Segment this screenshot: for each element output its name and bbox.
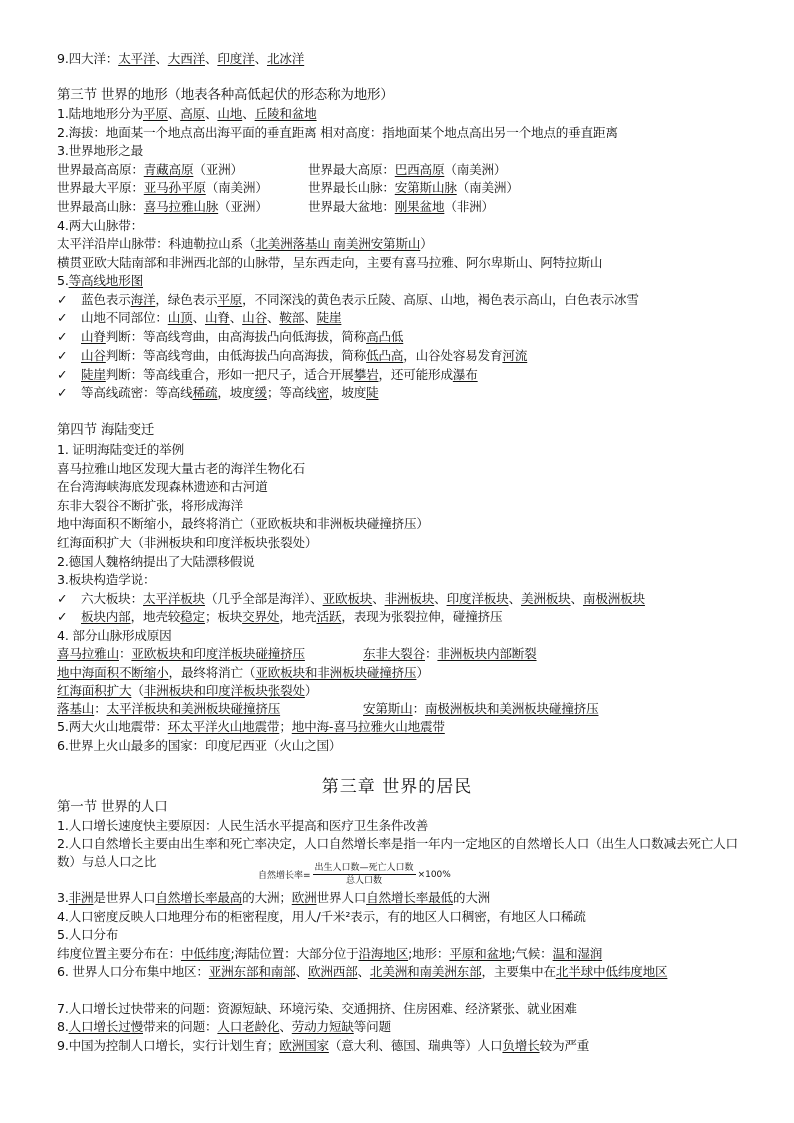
- keyword: 北半球中低纬度地区: [555, 964, 668, 979]
- text: 较为严重: [539, 1038, 590, 1053]
- text: ：: [118, 646, 132, 661]
- keyword: 平原: [142, 106, 168, 121]
- text: 等高线疏密：等高线: [81, 385, 193, 400]
- check-icon: ✓: [57, 292, 68, 307]
- text: 5.: [57, 273, 69, 288]
- text: ，绿色表示: [155, 292, 218, 307]
- keyword: 自然增长率最低: [366, 890, 453, 905]
- cause-line: [57, 682, 754, 700]
- keyword: 大西洋: [167, 51, 205, 66]
- evidence-line: 东非大裂谷不断扩张，将形成海洋: [57, 498, 243, 513]
- dense-regions: [57, 963, 754, 981]
- keyword: 非洲板块和印度洋板块张裂处: [143, 683, 305, 698]
- text: 的大洲；: [242, 890, 292, 905]
- keyword: 沿海地区: [358, 946, 409, 961]
- text: （南美洲）: [456, 180, 519, 195]
- keyword: 太平洋板块: [142, 591, 205, 606]
- check-icon: ✓: [57, 385, 68, 400]
- text: ，山谷处容易发育: [403, 348, 503, 363]
- text: 、: [508, 591, 521, 606]
- section-title-population: 第一节 世界的人口: [57, 799, 168, 815]
- text: 、: [229, 310, 243, 325]
- check-icon: ✓: [57, 609, 68, 624]
- keyword: 亚马孙平原: [143, 180, 206, 195]
- volcano-country: 6.世界上火山最多的国家：印度尼西亚（火山之国）: [57, 738, 342, 753]
- text: 世界最大平原：: [57, 180, 144, 195]
- text: 是世界人口: [93, 890, 156, 905]
- keyword: 落基山: [57, 701, 95, 716]
- text: 蓝色表示: [81, 292, 131, 307]
- text: 8.: [57, 1019, 69, 1034]
- text: ；: [279, 719, 292, 734]
- keyword: 青藏高原: [143, 162, 194, 177]
- text: 、: [304, 310, 317, 325]
- evidence-line: 喜马拉雅山地区发现大量古老的海洋生物化石: [57, 461, 305, 476]
- keyword: 非洲板块: [384, 591, 435, 606]
- keyword: 喜马拉雅山脉: [143, 199, 219, 214]
- formula-rhs: ×100%: [417, 869, 451, 880]
- keyword: 安第斯山: [363, 701, 413, 716]
- keyword: 高原: [180, 106, 205, 121]
- keyword: 攀岩: [353, 367, 379, 382]
- keyword: 山脊: [204, 310, 230, 325]
- text: ，最终将消亡（: [168, 665, 256, 680]
- text: （非洲）: [444, 199, 494, 214]
- keyword: 陡崖: [316, 310, 342, 325]
- keyword: 活跃: [316, 609, 342, 624]
- keyword: 欧洲: [291, 890, 317, 905]
- keyword: 中低纬度: [180, 946, 231, 961]
- text: 判断：等高线重合，形如一把尺子，适合开展: [105, 367, 354, 382]
- formula-lhs: 自然增长率=: [258, 871, 311, 881]
- text: 、: [357, 964, 370, 979]
- growth-rate-continents: [57, 889, 754, 907]
- keyword: 北冰洋: [266, 51, 305, 66]
- keyword: 密: [316, 385, 329, 400]
- keyword: 稳定: [180, 609, 205, 624]
- keyword: 印度洋: [217, 51, 255, 66]
- text: 、: [279, 1019, 292, 1034]
- text: 3.: [57, 890, 69, 905]
- text: （几乎全部是海洋）、: [204, 591, 323, 606]
- text: ，不同深浅的黄色表示丘陵、高原、山地，褐色表示高山，白色表示冰雪: [242, 292, 639, 307]
- keyword: 非洲: [68, 890, 94, 905]
- keyword: 太平洋: [118, 51, 156, 66]
- text: 、: [266, 310, 280, 325]
- text: 、: [570, 591, 583, 606]
- text: 、: [295, 964, 308, 979]
- text: 世界最长山脉：: [308, 180, 395, 195]
- contour-item: [57, 366, 754, 384]
- section-title-sea-land: 第四节 海陆变迁: [57, 422, 155, 438]
- text: 的大洲: [452, 890, 491, 905]
- keyword: 等高线地形图: [68, 273, 143, 288]
- text: ：: [424, 646, 438, 661]
- text: ，地壳: [279, 609, 317, 624]
- text: 1.陆地地形分为: [57, 106, 143, 121]
- record-row: [57, 161, 754, 179]
- text: 、: [167, 106, 181, 121]
- landform-records-title: 3.世界地形之最: [57, 143, 143, 158]
- text: 山地不同部位：: [81, 310, 168, 325]
- keyword: 温和湿润: [552, 946, 603, 961]
- keyword: 环太平洋火山地震带: [167, 719, 280, 734]
- growth-rate-formula: [258, 862, 451, 887]
- text: （南美洲）: [444, 162, 507, 177]
- keyword: 稀疏: [192, 385, 218, 400]
- formula-numerator: 出生人口数—死亡人口数: [314, 863, 414, 873]
- check-icon: ✓: [57, 329, 68, 344]
- text: 、: [254, 51, 267, 66]
- text: 世界最大高原：: [308, 162, 395, 177]
- text: 、: [204, 106, 218, 121]
- text: 、: [155, 51, 168, 66]
- text: ，坡度: [328, 385, 367, 400]
- plate-theory-title: 3.板块构造学说：: [57, 572, 156, 587]
- text: （亚洲）: [193, 162, 243, 177]
- population-density: 4.人口密度反映人口地理分布的柜密程度，用人/千米²表示，有的地区人口稠密，有地区人口稀疏: [57, 909, 586, 924]
- population-line: 1.人口增长速度快主要原因：人民生活水平提高和医疗卫生条件改善: [57, 818, 429, 833]
- text: ，还可能形成: [378, 367, 453, 382]
- six-plates: [57, 590, 754, 608]
- keyword: 红海面积扩大: [57, 683, 132, 698]
- text: ，表现为张裂拉伸，碰撞挤压: [341, 609, 503, 624]
- keyword: 地中海-喜马拉雅火山地震带: [291, 719, 445, 734]
- keyword: 平原: [217, 292, 243, 307]
- keyword: 交界处: [242, 609, 280, 624]
- text: 世界最高高原：: [57, 162, 144, 177]
- keyword: 鞍部: [279, 310, 305, 325]
- keyword: 刚果盆地: [394, 199, 445, 214]
- text: 、: [242, 106, 255, 121]
- text: （意大利、德国、瑞典等）人口: [328, 1038, 503, 1053]
- keyword: 亚洲东部和南部: [208, 964, 296, 979]
- population-policy: [57, 1037, 754, 1055]
- check-icon: ✓: [57, 348, 68, 363]
- text: 等问题: [353, 1019, 391, 1034]
- text: 纬度位置主要分布在：: [57, 946, 181, 961]
- slow-growth-problems: [57, 1018, 754, 1036]
- mountain-causes-title: 4. 部分山脉形成原因: [57, 628, 172, 643]
- text: 5.两大火山地震带：: [57, 719, 168, 734]
- contour-item: [57, 384, 754, 402]
- plate-boundary: [57, 608, 754, 626]
- text: 、: [204, 51, 218, 66]
- text: 世界人口: [316, 890, 367, 905]
- cause-line: [57, 664, 754, 682]
- evidence-line: 地中海面积不断缩小，最终将消亡（亚欧板块和非洲板块碰撞挤压）: [57, 516, 429, 531]
- evidence-title: 1. 证明海陆变迁的举例: [57, 442, 184, 457]
- eurasian-belt: 横贯亚欧大陆南部和非洲西北部的山脉带，呈东西走向，主要有喜马拉雅、阿尔卑斯山、阿特拉斯山: [57, 255, 603, 270]
- keyword: 板块内部: [81, 609, 131, 624]
- keyword: 地中海面积不断缩小: [57, 665, 169, 680]
- keyword: 亚欧板块和非洲板块碰撞挤压: [255, 665, 417, 680]
- text: （亚洲）: [218, 199, 268, 214]
- text: ）: [420, 236, 433, 251]
- population-distribution-title: 5.人口分布: [57, 927, 119, 942]
- keyword: 自然增长率最高: [155, 890, 243, 905]
- volcano-belts: [57, 718, 754, 736]
- text: 6. 世界人口分布集中地区：: [57, 964, 209, 979]
- text: 世界最高山脉：: [57, 199, 144, 214]
- check-icon: ✓: [57, 310, 68, 325]
- text: 带来的问题：: [143, 1019, 218, 1034]
- keyword: 山地: [217, 106, 243, 121]
- keyword: 欧洲国家: [279, 1038, 329, 1053]
- keyword: 海洋: [130, 292, 156, 307]
- text: 太平洋沿岸山脉带：科迪勒拉山系（: [57, 236, 256, 251]
- formula-denominator: 总人口数: [346, 876, 383, 886]
- check-icon: ✓: [57, 591, 68, 606]
- keyword: 低凸高: [366, 348, 404, 363]
- keyword: 欧洲西部: [307, 964, 358, 979]
- population-line: 2.人口自然增长主要由出生率和死亡率决定，人口自然增长率是指一年内一定地区的自然增长人口（出生人口数减去死亡人口数）与总人口之比: [57, 836, 738, 869]
- text: ）: [304, 683, 318, 698]
- text: 、: [372, 591, 385, 606]
- text: 世界最大盆地：: [308, 199, 395, 214]
- keyword: 亚欧板块: [322, 591, 373, 606]
- formula-fraction: [313, 862, 416, 887]
- text: 、: [192, 310, 205, 325]
- text: ，地壳较: [130, 609, 181, 624]
- keyword: 河流: [502, 348, 528, 363]
- keyword: 高凸低: [366, 329, 404, 344]
- text: 六大板块：: [81, 591, 143, 606]
- text: ;海陆位置：大部分位于: [230, 946, 359, 961]
- text: ：: [412, 701, 425, 716]
- altitude-definition: 2.海拔：地面某一个地点高出海平面的垂直距离 相对高度：指地面某个地点高出另一个地点的垂直距离: [57, 125, 618, 140]
- text: 9.中国为控制人口增长，实行计划生育；: [57, 1038, 280, 1053]
- text: ，坡度: [217, 385, 255, 400]
- contour-item: [57, 291, 754, 309]
- contour-item: [57, 309, 754, 327]
- keyword: 北美洲落基山 南美洲安第斯山: [255, 236, 421, 251]
- record-row: [57, 198, 754, 216]
- chapter-title: 第三章 世界的居民: [321, 777, 473, 797]
- keyword: 平原和盆地: [449, 946, 512, 961]
- text: ，主要集中在: [481, 964, 556, 979]
- keyword: 人口增长过慢: [68, 1019, 143, 1034]
- keyword: 人口老龄化: [217, 1019, 280, 1034]
- keyword: 美洲板块: [520, 591, 571, 606]
- record-row: [57, 179, 754, 197]
- keyword: 安第斯山脉: [394, 180, 457, 195]
- keyword: 亚欧板块和印度洋板块碰撞挤压: [131, 646, 305, 661]
- wegener-line: 2.德国人魏格纳提出了大陆漂移假说: [57, 554, 255, 569]
- keyword: 太平洋板块和美洲板块碰撞挤压: [106, 701, 281, 716]
- keyword: 丘陵和盆地: [254, 106, 317, 121]
- pacific-belt: [57, 235, 754, 253]
- ocean-list: [57, 50, 754, 68]
- evidence-line: 红海面积扩大（非洲板块和印度洋板块张裂处）: [57, 535, 318, 550]
- landform-types: [57, 105, 754, 123]
- keyword: 山谷: [242, 310, 267, 325]
- contour-map-title: [57, 272, 754, 290]
- text: 判断：等高线弯曲，由高海拔凸向低海拔，简称: [105, 329, 367, 344]
- keyword: 南极洲板块和美洲板块碰撞挤压: [424, 701, 599, 716]
- keyword: 负增长: [502, 1038, 540, 1053]
- keyword: 缓: [254, 385, 267, 400]
- text: ;气候：: [511, 946, 553, 961]
- text: ；板块: [204, 609, 243, 624]
- section-title-landforms: 第三节 世界的地形（地表各种高低起伏的形态称为地形）: [57, 87, 394, 103]
- text: ；等高线: [266, 385, 317, 400]
- keyword: 东非大裂谷: [363, 646, 425, 661]
- keyword: 山脊: [81, 329, 106, 344]
- text: 判断：等高线弯曲，由低海拔凸向高海拔，简称: [105, 348, 367, 363]
- distribution-factors: [57, 945, 754, 963]
- text: 、: [434, 591, 447, 606]
- keyword: 北美洲和南美洲东部: [369, 964, 482, 979]
- text: ）: [416, 665, 429, 680]
- contour-item: [57, 347, 754, 365]
- keyword: 劳动力短缺: [291, 1019, 354, 1034]
- keyword: 南极洲板块: [582, 591, 645, 606]
- check-icon: ✓: [57, 367, 68, 382]
- text: ：: [94, 701, 107, 716]
- mountain-belts-title: 4.两大山脉带：: [57, 218, 143, 233]
- keyword: 山顶: [167, 310, 193, 325]
- keyword: 陡崖: [81, 367, 106, 382]
- text: ;地形：: [408, 946, 450, 961]
- text: （南美洲）: [205, 180, 268, 195]
- keyword: 陡: [366, 385, 379, 400]
- keyword: 巴西高原: [394, 162, 445, 177]
- keyword: 非洲板块内部断裂: [437, 646, 537, 661]
- text: 9.四大洋：: [57, 51, 119, 66]
- keyword: 印度洋板块: [446, 591, 509, 606]
- contour-item: [57, 328, 754, 346]
- keyword: 瀑布: [452, 367, 478, 382]
- cause-line: [57, 645, 754, 663]
- fast-growth-problems: 7.人口增长过快带来的问题：资源短缺、环境污染、交通拥挤、住房困难、经济紧张、就业困难: [57, 1001, 577, 1016]
- keyword: 山谷: [81, 348, 106, 363]
- keyword: 喜马拉雅山: [57, 646, 119, 661]
- cause-line: [57, 700, 754, 718]
- evidence-line: 在台湾海峡海底发现森林遗迹和古河道: [57, 479, 268, 494]
- text: （: [131, 683, 144, 698]
